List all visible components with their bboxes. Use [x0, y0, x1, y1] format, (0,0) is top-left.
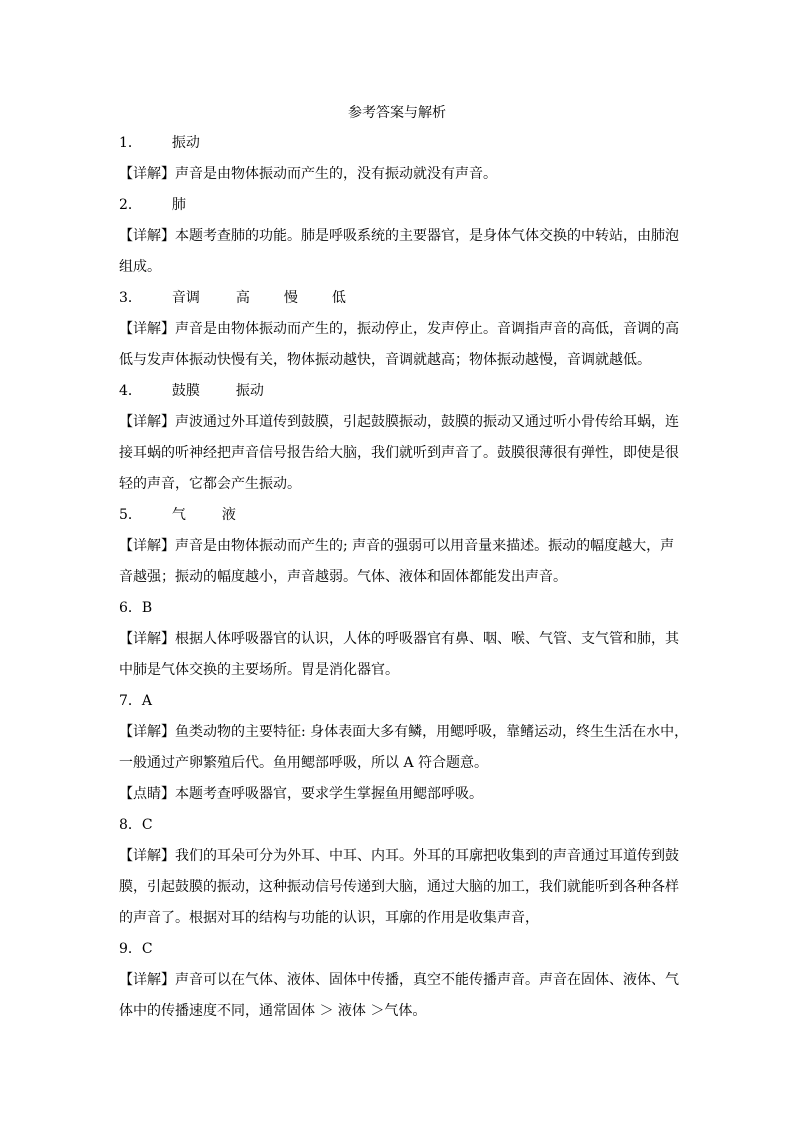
explanation-line [119, 225, 679, 256]
question-number: 9． [119, 941, 142, 957]
answer-text: 振动 [235, 383, 264, 399]
explanation-line [119, 473, 679, 504]
explanation-tag: 【详解】 [119, 972, 175, 988]
explanation-line [119, 163, 679, 194]
answer-text: C [141, 941, 153, 957]
answer-text: 慢 [283, 290, 298, 306]
question-number: 8． [119, 817, 142, 833]
question-line [119, 504, 679, 535]
explanation-text: 声音可以在气体、液体、固体中传播，真空不能传播声音。声音在固体、液体、气 [175, 972, 679, 988]
explanation-text: 本题考查肺的功能。肺是呼吸系统的主要器官，是身体气体交换的中转站，由肺泡 [175, 228, 679, 244]
explanation-text: 声音是由物体振动而产生的，没有振动就没有声音。 [175, 166, 497, 182]
question-number: 7． [119, 693, 142, 709]
answer-text: 液 [221, 507, 236, 523]
question-line [119, 380, 679, 411]
explanation-text: 接耳蜗的听神经把声音信号报告给大脑，我们就听到声音了。鼓膜很薄很有弹性，即使是很 [119, 445, 679, 461]
explanation-line [119, 752, 679, 783]
question-number: 2． [119, 197, 142, 213]
answer-list [119, 132, 689, 1031]
explanation-line [119, 907, 679, 938]
explanation-text: 声音是由物体振动而产生的，振动停止，发声停止。音调指声音的高低，音调的高 [175, 321, 679, 337]
question-number: 1． [119, 135, 142, 151]
question-line [119, 132, 679, 163]
explanation-text: 膜，引起鼓膜的振动，这种振动信号传递到大脑，通过大脑的加工，我们就能听到各种各样 [119, 879, 679, 895]
answer-text: 音调 [171, 290, 200, 306]
explanation-line [119, 442, 679, 473]
explanation-tag: 【详解】 [119, 848, 175, 864]
question-number: 5． [119, 507, 142, 523]
explanation-line [119, 876, 679, 907]
explanation-line [119, 845, 679, 876]
explanation-line [119, 659, 679, 690]
explanation-line [119, 349, 679, 380]
explanation-line [119, 318, 679, 349]
question-line [119, 814, 679, 845]
explanation-tag: 【点睛】 [119, 786, 175, 802]
explanation-text: 本题考查呼吸器官，要求学生掌握鱼用鳃部呼吸。 [175, 786, 483, 802]
explanation-tag: 【详解】 [119, 724, 175, 740]
explanation-tag: 【详解】 [119, 414, 175, 430]
explanation-text: 中肺是气体交换的主要场所。胃是消化器官。 [119, 662, 399, 678]
explanation-line [119, 566, 679, 597]
explanation-line [119, 535, 679, 566]
question-line [119, 938, 679, 969]
explanation-text: 根据人体呼吸器官的认识，人体的呼吸器官有鼻、咽、喉、气管、支气管和肺，其 [175, 631, 679, 647]
explanation-text: 一般通过产卵繁殖后代。鱼用鳃部呼吸，所以 A 符合题意。 [119, 755, 489, 771]
explanation-tag: 【详解】 [119, 321, 175, 337]
question-line [119, 597, 679, 628]
explanation-tag: 【详解】 [119, 631, 175, 647]
explanation-text: 我们的耳朵可分为外耳、中耳、内耳。外耳的耳廓把收集到的声音通过耳道传到鼓 [175, 848, 679, 864]
explanation-text: 轻的声音，它都会产生振动。 [119, 476, 301, 492]
explanation-tag: 【详解】 [119, 228, 175, 244]
question-number: 3． [119, 290, 142, 306]
explanation-text: 声音是由物体振动而产生的; 声音的强弱可以用音量来描述。振动的幅度越大，声 [175, 538, 675, 554]
explanation-line [119, 721, 689, 752]
explanation-text: 组成。 [119, 259, 161, 275]
explanation-text: 声波通过外耳道传到鼓膜，引起鼓膜振动，鼓膜的振动又通过听小骨传给耳蜗，连 [175, 414, 679, 430]
explanation-text: 鱼类动物的主要特征: 身体表面大多有鳞，用鳃呼吸，靠鳍运动，终生生活在水中， [175, 724, 689, 740]
answer-text: 气 [171, 507, 186, 523]
explanation-line [119, 628, 679, 659]
explanation-line [119, 411, 679, 442]
answer-text: 鼓膜 [171, 383, 200, 399]
answer-text: 肺 [171, 197, 186, 213]
page-title: 参考答案与解析 [348, 105, 446, 121]
answer-text: 高 [235, 290, 250, 306]
explanation-tag: 【详解】 [119, 538, 175, 554]
question-number: 4． [119, 383, 142, 399]
question-line [119, 287, 679, 318]
explanation-text: 低与发声体振动快慢有关，物体振动越快，音调就越高；物体振动越慢，音调就越低。 [119, 352, 651, 368]
explanation-text: 的声音了。根据对耳的结构与功能的认识，耳廓的作用是收集声音， [119, 910, 539, 926]
answer-text: 振动 [171, 135, 200, 151]
explanation-text: 体中的传播速度不同，通常固体 ＞ 液体 ＞气体。 [119, 1003, 427, 1019]
explanation-tag: 【详解】 [119, 166, 175, 182]
explanation-line [119, 783, 679, 814]
answer-text: 低 [331, 290, 346, 306]
answer-text: B [141, 600, 153, 616]
answer-text: A [141, 693, 153, 709]
explanation-text: 音越强；振动的幅度越小，声音越弱。气体、液体和固体都能发出声音。 [119, 569, 567, 585]
question-number: 6． [119, 600, 142, 616]
answer-text: C [141, 817, 153, 833]
explanation-line [119, 969, 679, 1000]
question-line [119, 194, 679, 225]
explanation-line [119, 256, 679, 287]
question-line [119, 690, 679, 721]
explanation-line [119, 1000, 679, 1031]
